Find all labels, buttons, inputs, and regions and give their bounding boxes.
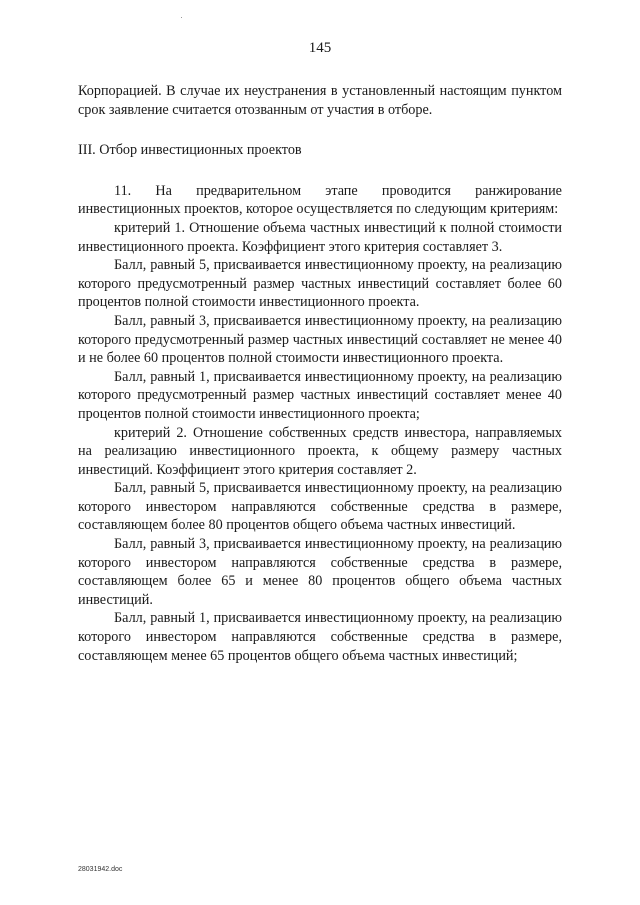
paragraph-c2-score-5: Балл, равный 5, присваивается инвестиционному проекту, на реализацию которого инвестором направляются собственные средства в размере, составляющем более 80 процентов общего объема частных инвестиций. [78,480,562,534]
document-body [78,82,562,665]
paragraph-item-11: 11. На предварительном этапе проводится ранжирование инвестиционных проектов, которое осуществляется по следующим критериям: [78,182,562,218]
paragraph-continuation: Корпорацией. В случае их неустранения в установленный настоящим пунктом срок заявление считается отозванным от участия в отборе. [78,83,562,118]
paragraph-criterion-2: критерий 2. Отношение собственных средств инвестора, направляемых на реализацию инвестиционного проекта, к общему размеру частных инвестиций. Коэффициент этого критерия составляет 2. [78,424,562,478]
paragraph-c2-score-1: Балл, равный 1, присваивается инвестиционному проекту, на реализацию которого инвестором направляются собственные средства в размере, составляющем менее 65 процентов общего объема частных инвестиций; [78,610,562,664]
section-title: III. Отбор инвестиционных проектов [78,142,302,159]
page-number: 145 [308,40,332,56]
scan-speck [181,17,182,18]
paragraph-c1-score-5: Балл, равный 5, присваивается инвестиционному проекту, на реализацию которого предусмотренный размер частных инвестиций составляет более 60 процентов полной стоимости инвестиционного проекта. [78,257,562,311]
file-name-footer: 28031942.doc [78,866,123,873]
paragraph-c1-score-3: Балл, равный 3, присваивается инвестиционному проекту, на реализацию которого предусмотренный размер частных инвестиций составляет не менее 40 и не более 60 процентов полной стоимости инвестиционного проекта. [78,312,562,367]
paragraph-c2-score-3: Балл, равный 3, присваивается инвестиционному проекту, на реализацию которого инвестором направляются собственные средства в размере, составляющем более 65 и менее 80 процентов общего объема частных инвестиций. [78,536,562,608]
paragraph-c1-score-1: Балл, равный 1, присваивается инвестиционному проекту, на реализацию которого предусмотренный размер частных инвестиций составляет менее 40 процентов полной стоимости инвестиционного проекта; [78,368,562,422]
paragraph-criterion-1: критерий 1. Отношение объема частных инвестиций к полной стоимости инвестиционного проекта. Коэффициент этого критерия составляет 3. [78,219,562,255]
